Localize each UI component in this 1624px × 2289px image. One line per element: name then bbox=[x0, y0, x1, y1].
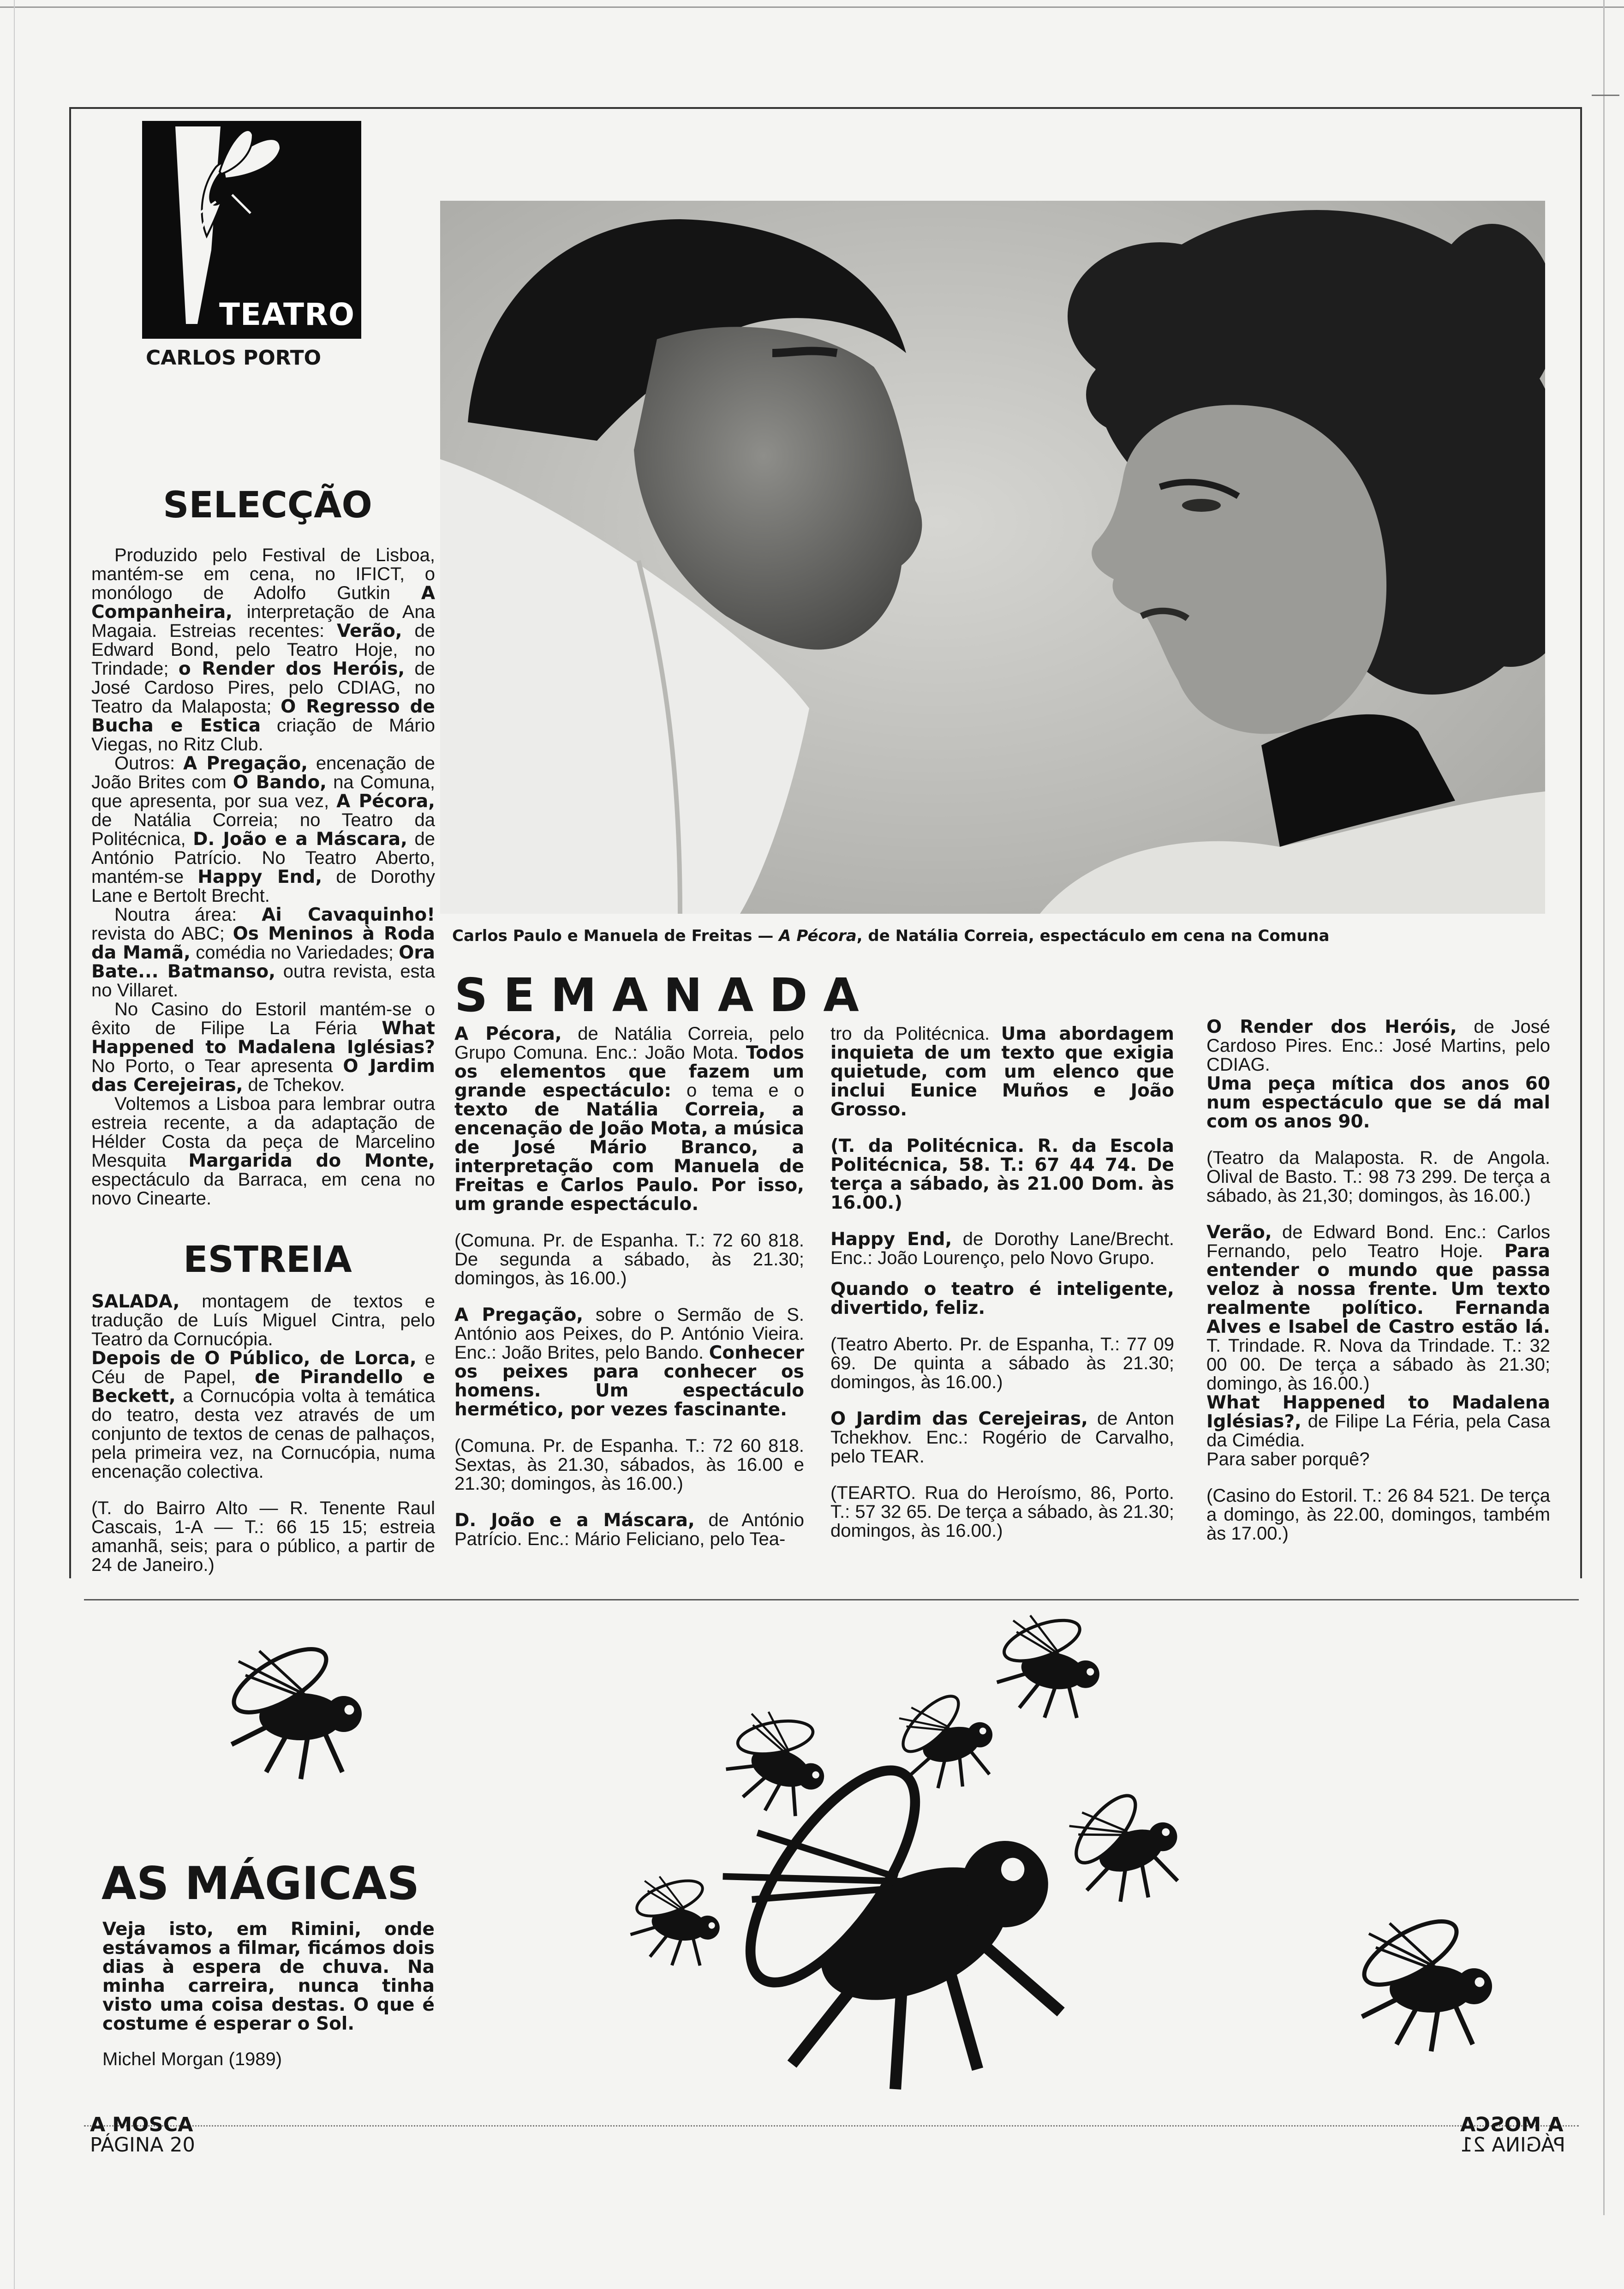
text-run: espectáculo da Barraca, em cena no novo Cinearte. bbox=[91, 1169, 435, 1209]
semanada-col2 bbox=[830, 1025, 1174, 1540]
frame-top-rule bbox=[69, 107, 1580, 109]
text-run: de Natália Correia; no Teatro da Politécnica, bbox=[91, 810, 435, 849]
verao-entry bbox=[1206, 1223, 1550, 1393]
bold-run: O Regresso de Bucha e Estica bbox=[91, 696, 435, 736]
pregacao-info: (Comuna. Pr. de Espanha. T.: 72 60 818. Sextas, às 21.30, sábados, às 16.00 e 21.30; domingos, às 16.00.) bbox=[454, 1436, 804, 1494]
footer-page-number-mirrored: PÁGINA 21 bbox=[1460, 2133, 1565, 2157]
actors-photo bbox=[440, 201, 1545, 914]
text-run: No Porto, o Tear apresenta bbox=[91, 1056, 343, 1076]
bold-run: Happy End, bbox=[197, 867, 322, 887]
bold-run: A Pregação, bbox=[183, 753, 308, 774]
text-run: de António Patrício. Enc.: Mário Feliciano, pelo Tea- bbox=[454, 1510, 804, 1549]
magicas-quote: Veja isto, em Rimini, onde estávamos a filmar, ficámos dois dias à espera de chuva. Na minha carreira, nunca tinha visto uma coisa destas. O que é costume é esperar o Sol. bbox=[102, 1919, 435, 2034]
bold-run: SALADA, bbox=[91, 1291, 180, 1312]
bold-run: Uma abordagem inquieta de um texto que exigia quietude, com um elenco que inclui Eunice Muños e João Grosso. bbox=[830, 1024, 1175, 1120]
bold-run: Para entender o mundo que passa veloz à nossa frente. Um texto realmente político. Fernanda Alves e Isabel de Castro estão lá. bbox=[1206, 1241, 1550, 1337]
text-run: sobre o Sermão de S. António aos Peixes, do P. António Vieira. Enc.: João Brites, pelo Bando. bbox=[454, 1305, 805, 1363]
bold-run: What Happened to Madalena Iglésias? bbox=[91, 1018, 435, 1058]
text-run: de António Patrício. No Teatro Aberto, mantém-se bbox=[91, 829, 436, 887]
happyend-comment: Quando o teatro é inteligente, divertido, feliz. bbox=[830, 1279, 1174, 1318]
text-run: Voltemos a Lisboa para lembrar outra estreia recente, a da adaptação de Hélder Costa da peça de Marcelino Mesquita bbox=[91, 1094, 435, 1171]
bold-run: O Jardim das Cerejeiras, bbox=[91, 1056, 435, 1096]
bold-run: Margarida do Monte, bbox=[188, 1150, 435, 1171]
teatro-logo bbox=[142, 121, 361, 339]
text-run: Outros: bbox=[114, 753, 184, 773]
text-run: outra revista, esta no Villaret. bbox=[91, 961, 435, 1001]
bold-run: Verão, bbox=[336, 621, 402, 641]
bold-run: O Bando, bbox=[233, 772, 327, 793]
bold-run: What Happened to Madalena Iglésias?, bbox=[1206, 1392, 1550, 1432]
fly-icon-1 bbox=[225, 1637, 362, 1779]
bold-run: Ai Cavaquinho! bbox=[262, 905, 435, 925]
pecora-info: (Comuna. Pr. de Espanha. T.: 72 60 818. De segunda a sábado, às 21.30; domingos, às 16.00.) bbox=[454, 1230, 804, 1288]
right-page-tick bbox=[1592, 95, 1619, 96]
photo-caption bbox=[452, 927, 1546, 945]
text-run: de Natália Correia, pelo Grupo Comuna. Enc.: João Mota. bbox=[454, 1024, 804, 1063]
text-run: de Anton Tchekhov. Enc.: Rogério de Carvalho, pelo TEAR. bbox=[830, 1408, 1175, 1467]
text-run: o tema e o bbox=[671, 1080, 804, 1101]
selecao-p1 bbox=[91, 546, 435, 754]
djoao-entry bbox=[454, 1511, 804, 1549]
stage-photo bbox=[440, 201, 1545, 914]
selecao-body bbox=[91, 546, 435, 1208]
selecao-p4 bbox=[91, 1000, 435, 1095]
caption-rest: , de Natália Correia, espectáculo em cena na Comuna bbox=[856, 927, 1330, 945]
jardim-info: (TEARTO. Rua do Heroísmo, 86, Porto. T.: 57 32 65. De terça a sábado, às 21.30; domingos, às 16.00.) bbox=[830, 1483, 1174, 1541]
madalena-entry bbox=[1206, 1393, 1550, 1450]
footer-left bbox=[90, 2115, 195, 2155]
happyend-entry bbox=[830, 1230, 1174, 1268]
bold-run: de Pirandello e Beckett, bbox=[91, 1367, 435, 1407]
selecao-p2 bbox=[91, 754, 435, 905]
text-run: de Dorothy Lane/Brecht. Enc.: João Lourenço, pelo Novo Grupo. bbox=[830, 1229, 1174, 1268]
bold-run: D. João e a Máscara, bbox=[193, 829, 407, 850]
text-run: de José Cardoso Pires, pelo CDIAG, no Teatro da Malaposta; bbox=[91, 659, 435, 717]
text-run: montagem de textos e tradução de Luís Miguel Cintra, pelo Teatro da Cornucópia. bbox=[91, 1291, 435, 1349]
madalena-question: Para saber porquê? bbox=[1206, 1449, 1370, 1469]
magicas-title: AS MÁGICAS bbox=[102, 1858, 420, 1910]
text-run: encenação de João Brites com bbox=[91, 753, 436, 792]
text-run: tro da Politécnica. bbox=[830, 1024, 1001, 1044]
estreia-p3: (T. do Bairro Alto — R. Tenente Raul Cascais, 1-A — T.: 66 15 15; estreia amanhã, seis; para o público, a partir de 24 de Janeiro.) bbox=[91, 1498, 435, 1575]
djoao-continued bbox=[830, 1025, 1174, 1119]
selecao-p3 bbox=[91, 905, 435, 1000]
text-run: interpretação de Ana Magaia. Estreias recentes: bbox=[91, 602, 435, 641]
semanada-heading: SEMANADA bbox=[454, 968, 875, 1022]
estreia-body bbox=[91, 1292, 435, 1575]
top-border bbox=[0, 6, 1624, 8]
text-run: a Cornucópia volta à temática do teatro, desta vez através de um conjunto de textos de cenas de palhaços, pela primeira vez, na Cornucópia, numa encenação colectiva. bbox=[91, 1386, 435, 1482]
estreia-heading: ESTREIA bbox=[183, 1239, 352, 1281]
estreia-p2 bbox=[91, 1349, 435, 1481]
casino-info: (Casino do Estoril. T.: 26 84 521. De terça a domingo, às 22.00, domingos, também às 17.00.) bbox=[1206, 1486, 1550, 1544]
fly-icon-4 bbox=[987, 1601, 1110, 1726]
bold-run: Depois de O Público, de Lorca, bbox=[91, 1348, 417, 1369]
fly-icon-7 bbox=[1355, 1909, 1492, 2051]
bold-run: O Render dos Heróis, bbox=[1206, 1017, 1457, 1037]
render-comment: Uma peça mítica dos anos 60 num espectáculo que se dá mal com os anos 90. bbox=[1206, 1073, 1550, 1132]
bold-run: o Render dos Heróis, bbox=[178, 659, 405, 679]
bold-run: Os Meninos à Roda da Mamã, bbox=[91, 923, 435, 963]
bold-run: Verão, bbox=[1206, 1222, 1272, 1243]
text-run: criação de Mário Viegas, no Ritz Club. bbox=[91, 715, 435, 755]
caption-names: Carlos Paulo e Manuela de Freitas — bbox=[452, 927, 779, 945]
fly-icon-6 bbox=[622, 1863, 728, 1972]
pecora-entry bbox=[454, 1025, 804, 1214]
selecao-p5 bbox=[91, 1095, 435, 1208]
semanada-col1 bbox=[454, 1025, 804, 1549]
section-title: TEATRO bbox=[219, 297, 355, 332]
text-run: de José Cardoso Pires. Enc.: José Martins, pelo CDIAG. bbox=[1206, 1017, 1551, 1075]
caption-title: A Pécora bbox=[779, 927, 857, 945]
section-divider-rule bbox=[84, 1599, 1579, 1600]
text-run: de Edward Bond, pelo Teatro Hoje, no Trindade; bbox=[91, 621, 435, 679]
bold-run: A Companheira, bbox=[91, 583, 435, 623]
politecnica-info: (T. da Politécnica. R. da Escola Politécnica, 58. T.: 67 44 74. De terça a sábado, às 21.00 Dom. às 16.00.) bbox=[830, 1136, 1174, 1213]
bottom-dotted-rule bbox=[84, 2125, 1579, 2127]
bold-run: Ora Bate... Batmanso, bbox=[91, 942, 435, 982]
fly-icon-big bbox=[668, 1698, 1110, 2125]
text-run: de Dorothy Lane e Bertolt Brecht. bbox=[91, 867, 436, 906]
render-entry bbox=[1206, 1018, 1550, 1074]
bold-run: A Pécora, bbox=[336, 791, 435, 812]
magicas-source: Michel Morgan (1989) bbox=[102, 2049, 282, 2069]
selecao-heading: SELECÇÃO bbox=[163, 485, 372, 526]
jardim-entry bbox=[830, 1409, 1174, 1466]
text-run: T. Trindade. R. Nova da Trindade. T.: 32 00 00. De terça a sábado às 21.30; domingo, às 16.00.) bbox=[1206, 1336, 1550, 1394]
fly-icon-5 bbox=[1052, 1774, 1194, 1918]
bold-run: O Jardim das Cerejeiras, bbox=[830, 1408, 1088, 1429]
text-run: revista do ABC; bbox=[91, 923, 233, 944]
text-run: de Filipe La Féria, pela Casa da Cimédia. bbox=[1206, 1411, 1550, 1450]
bold-run: D. João e a Máscara, bbox=[454, 1510, 695, 1531]
bold-run: Conhecer os peixes para conhecer os homens. Um espectáculo hermético, por vezes fascinante. bbox=[454, 1342, 804, 1420]
text-run: No Casino do Estoril mantém-se o êxito de Filipe La Féria bbox=[91, 999, 435, 1038]
semanada-col3 bbox=[1206, 1018, 1550, 1543]
footer-page-number: PÁGINA 20 bbox=[90, 2133, 195, 2157]
footer-brand-mirrored: A MOSCA bbox=[1460, 2113, 1564, 2136]
text-run: de Tchekov. bbox=[243, 1075, 345, 1095]
pregacao-entry bbox=[454, 1306, 804, 1419]
text-run: de Edward Bond. Enc.: Carlos Fernando, pelo Teatro Hoje. bbox=[1206, 1222, 1550, 1261]
text-run: Produzido pelo Festival de Lisboa, mantém-se em cena, no IFICT, o monólogo de Adolfo Gutkin bbox=[91, 545, 435, 603]
footer-brand: A MOSCA bbox=[90, 2113, 193, 2136]
happyend-info: (Teatro Aberto. Pr. de Espanha, T.: 77 09 69. De quinta a sábado às 21.30; domingos, às 16.00.) bbox=[830, 1334, 1174, 1392]
text-run: Noutra área: bbox=[114, 905, 262, 925]
text-run: na Comuna, que apresenta, por sua vez, bbox=[91, 772, 435, 811]
left-page-edge bbox=[14, 0, 15, 2289]
right-page-edge bbox=[1603, 0, 1605, 2215]
bold-run: Todos os elementos que fazem um grande espectáculo: bbox=[454, 1043, 804, 1101]
bold-run: A Pregação, bbox=[454, 1305, 584, 1325]
bold-run: texto de Natália Correia, a encenação de João Mota, a música de José Mário Branco, a interpretação com Manuela de Freitas e Carlos Paulo. Por isso, um grande espectáculo. bbox=[454, 1099, 804, 1215]
text-run: e Céu de Papel, bbox=[91, 1348, 435, 1387]
author-byline: CARLOS PORTO bbox=[146, 346, 322, 370]
bold-run: A Pécora, bbox=[454, 1024, 562, 1044]
frame-right-rule bbox=[1580, 107, 1582, 1578]
render-info: (Teatro da Malaposta. R. de Angola. Olival de Basto. T.: 98 73 299. De terça a sábado, às 21,30; domingos, às 16.00.) bbox=[1206, 1148, 1550, 1206]
bold-run: Happy End, bbox=[830, 1229, 952, 1250]
estreia-p1 bbox=[91, 1292, 435, 1349]
text-run: comédia no Variedades; bbox=[190, 942, 399, 963]
footer-right-mirrored bbox=[1460, 2115, 1565, 2155]
frame-left-rule bbox=[69, 107, 71, 1578]
